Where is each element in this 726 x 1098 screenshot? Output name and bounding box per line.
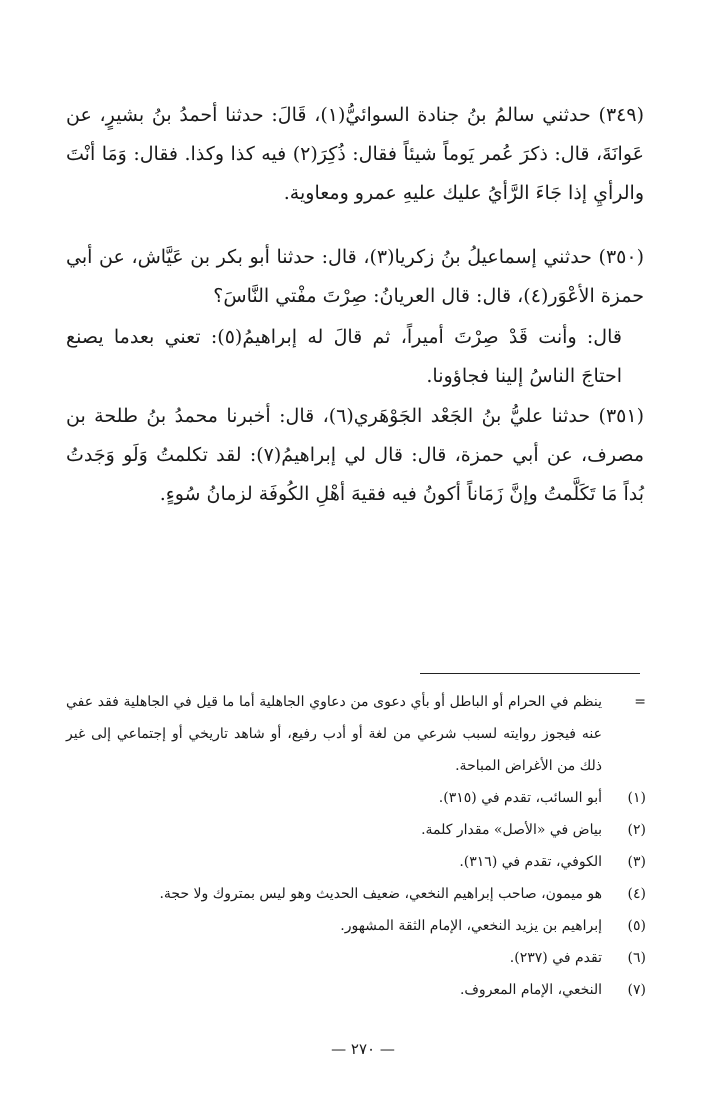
footnote-5	[66, 910, 646, 942]
hadith-entry-350: (٣٥٠) حدثني إسماعيلُ بنُ زكريا(٣)، قال: حدثنا أبو بكر بن عَيَّاش، عن أبي حمزة الأعْوَر(٤)، قال: قال العريانُ: صِرْتَ مفْتي النَّاسَ؟	[66, 246, 644, 307]
footnote-4	[66, 878, 646, 910]
footnote-marker: (٥)	[627, 918, 646, 934]
footnote-7	[66, 974, 646, 1006]
footnote-text: إبراهيم بن يزيد النخعي، الإمام الثقة المشهور.	[340, 918, 602, 934]
footnote-continuation	[66, 686, 646, 782]
hadith-entry-350-continuation: قال: وأنت قَدْ صِرْتَ أميراً، ثم قالَ له إبراهيمُ(٥): تعني بعدما يصنع احتاجَ الناسُ إلينا فجاؤونا.	[66, 326, 622, 387]
footnote-text: ينظم في الحرام أو الباطل أو بأي دعوى من دعاوي الجاهلية أما ما قيل في الجاهلية فقد عفي عنه فيجوز روايته لسبب شرعي من لغة أو أدب رفيع، أو شاهد تاريخي أو إجتماعي إلى غير ذلك من الأغراض المباحة.	[66, 694, 602, 774]
footnote-marker: (٤)	[627, 886, 646, 902]
footnote-marker: (٢)	[627, 822, 646, 838]
footnote-divider	[420, 673, 640, 674]
page-number: — ٢٧٠ —	[331, 1040, 395, 1058]
footnote-marker: (١)	[627, 790, 646, 806]
footnote-text: هو ميمون، صاحب إبراهيم النخعي، ضعيف الحديث وهو ليس بمتروك ولا حجة.	[159, 886, 602, 902]
footnote-2	[66, 814, 646, 846]
footnote-text: الكوفي، تقدم في (٣١٦).	[459, 854, 602, 870]
footnote-6	[66, 942, 646, 974]
footnote-text: أبو السائب، تقدم في (٣١٥).	[438, 790, 602, 806]
footnote-text: بياض في «الأصل» مقدار كلمة.	[421, 822, 602, 838]
footnote-text: النخعي، الإمام المعروف.	[459, 982, 602, 998]
footnote-marker: =	[634, 694, 646, 710]
footnote-marker: (٦)	[627, 950, 646, 966]
hadith-entry-349: (٣٤٩) حدثني سالمُ بنُ جنادة السوائيُّ(١)، قَالَ: حدثنا أحمدُ بنُ بشيرٍ، عن عَوانَةَ، قال: ذكرَ عُمر يَوماً شيئاً فقال: ذُكِرَ(٢) فيه كذا وكذا. فقال: وَمَا أنْتَ والرأيِ إذا جَاءَ الرَّأيُ عليك عليهِ عمرو ومعاوية.	[66, 104, 644, 204]
footnote-marker: (٧)	[627, 982, 646, 998]
footnote-3	[66, 846, 646, 878]
footnote-1	[66, 782, 646, 814]
footnote-text: تقدم في (٢٣٧).	[509, 950, 602, 966]
footnote-marker: (٣)	[627, 854, 646, 870]
hadith-entry-351: (٣٥١) حدثنا عليُّ بنُ الجَعْد الجَوْهَري(٦)، قال: أخبرنا محمدُ بنُ طلحة بن مصرف، عن أبي حمزة، قال: قال لي إبراهيمُ(٧): لقد تكلمتُ وَلَو وَجَدتُ بُداً مَا تَكَلَّمتُ وإنَّ زَمَاناً أكونُ فيه فقيهَ أهْلِ الكُوفَة لزمانُ سُوءٍ.	[66, 405, 644, 505]
footnotes-section	[66, 686, 646, 1006]
